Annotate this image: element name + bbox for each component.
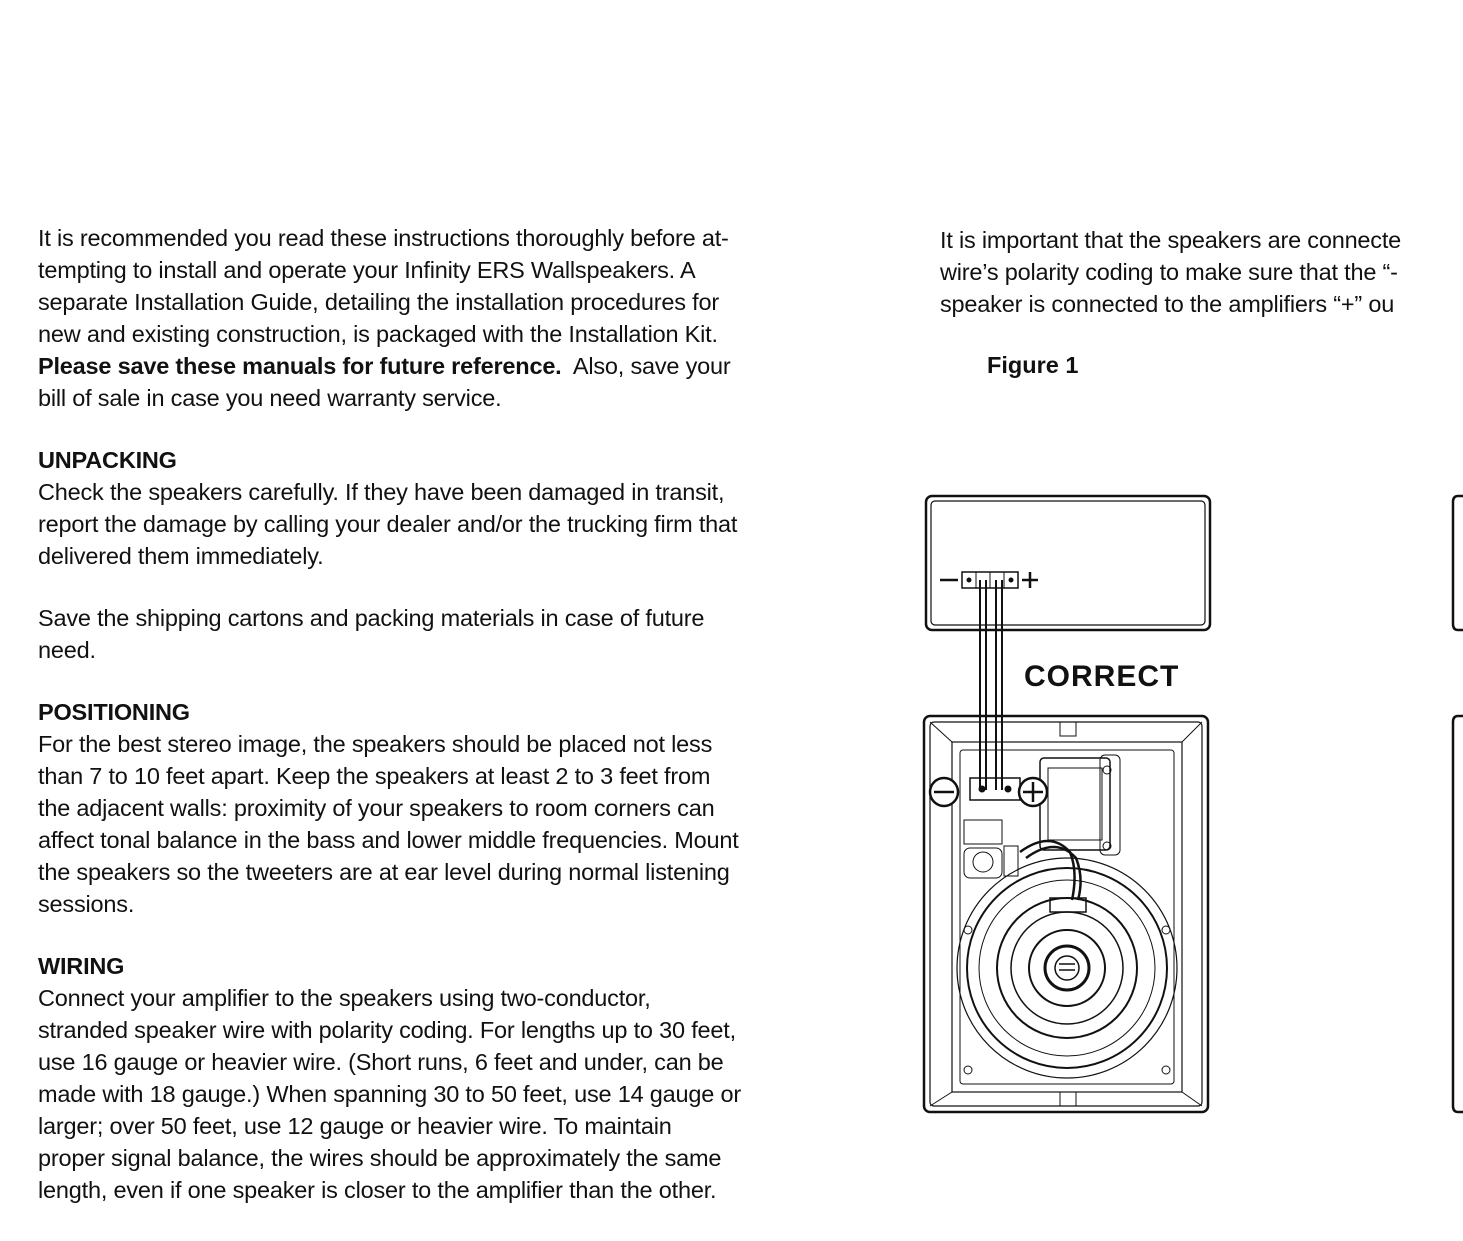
unpacking-line: delivered them immediately. — [38, 543, 324, 569]
correct-label: CORRECT — [1024, 660, 1180, 693]
amplifier-terminals — [940, 572, 1038, 588]
wiring-line: Connect your amplifier to the speakers using two-conductor, — [38, 985, 651, 1011]
incorrect-diagram-partial — [1453, 496, 1463, 1112]
intro-line: new and existing construction, is packaged with the Installation Kit. — [38, 321, 718, 347]
positioning-line: than 7 to 10 feet apart. Keep the speakers at least 2 to 3 feet from — [38, 763, 711, 789]
intro-line: bill of sale in case you need warranty service. — [38, 385, 502, 411]
unpacking-line: Check the speakers carefully. If they have been damaged in transit, — [38, 479, 725, 505]
wiring-line: use 16 gauge or heavier wire. (Short runs, 6 feet and under, can be — [38, 1049, 724, 1075]
wiring-line: length, even if one speaker is closer to the amplifier than the other. — [38, 1177, 717, 1203]
polarity-line: It is important that the speakers are connecte — [940, 227, 1402, 253]
wiring-line: proper signal balance, the wires should be approximately the same — [38, 1145, 722, 1171]
intro-line-rest: Also, save your — [561, 353, 731, 379]
right-column — [940, 224, 1463, 320]
wiring-heading: WIRING — [38, 953, 125, 979]
intro-line — [38, 350, 868, 382]
wiring-diagram — [900, 480, 1463, 1130]
left-column — [38, 222, 868, 1206]
save-manuals-notice: Please save these manuals for future reference. — [38, 353, 562, 379]
figure-label: Figure 1 — [987, 352, 1079, 378]
wiring-line: larger; over 50 feet, use 12 gauge or heavier wire. To maintain — [38, 1113, 672, 1139]
amplifier-box — [926, 496, 1210, 630]
wiring-line: made with 18 gauge.) When spanning 30 to 50 feet, use 14 gauge or — [38, 1081, 741, 1107]
wiring-line: stranded speaker wire with polarity coding. For lengths up to 30 feet, — [38, 1017, 736, 1043]
positioning-line: the speakers so the tweeters are at ear level during normal listening — [38, 859, 730, 885]
unpacking-heading: UNPACKING — [38, 447, 177, 473]
positioning-heading: POSITIONING — [38, 699, 190, 725]
polarity-symbols — [930, 778, 1047, 806]
intro-line: tempting to install and operate your Infinity ERS Wallspeakers. A — [38, 257, 696, 283]
speaker-wires — [980, 580, 1002, 790]
unpacking-line: report the damage by calling your dealer and/or the trucking firm that — [38, 511, 738, 537]
positioning-line: the adjacent walls: proximity of your speakers to room corners can — [38, 795, 715, 821]
unpacking-line: need. — [38, 637, 96, 663]
wallspeaker — [924, 716, 1208, 1112]
positioning-line: sessions. — [38, 891, 135, 917]
polarity-line: speaker is connected to the amplifiers “+” ou — [940, 291, 1395, 317]
positioning-line: affect tonal balance in the bass and lower middle frequencies. Mount — [38, 827, 739, 853]
unpacking-line: Save the shipping cartons and packing materials in case of future — [38, 605, 705, 631]
polarity-line: wire’s polarity coding to make sure that the “- — [940, 259, 1398, 285]
positioning-line: For the best stereo image, the speakers should be placed not less — [38, 731, 713, 757]
intro-line: separate Installation Guide, detailing the installation procedures for — [38, 289, 719, 315]
intro-line: It is recommended you read these instructions thoroughly before at- — [38, 225, 729, 251]
